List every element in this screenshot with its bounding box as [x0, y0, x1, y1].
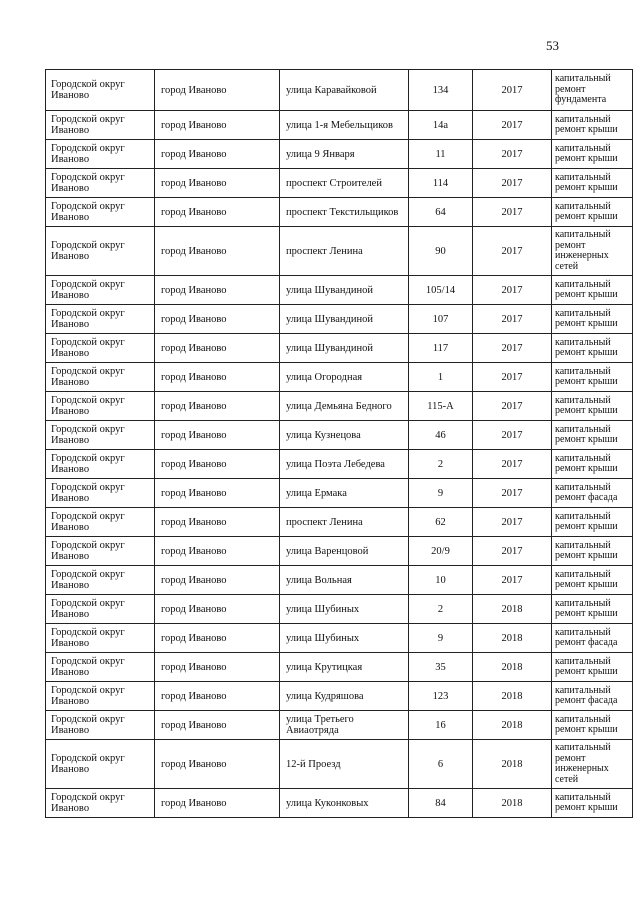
municipality-cell: Городской округ Иваново — [46, 450, 155, 479]
settlement-cell: город Иваново — [155, 566, 280, 595]
house-number-cell: 90 — [409, 227, 473, 276]
street-cell: улица Шувандиной — [280, 276, 409, 305]
street-cell: улица Шувандиной — [280, 334, 409, 363]
municipality-cell: Городской округ Иваново — [46, 740, 155, 789]
street-cell: улица Демьяна Бедного — [280, 392, 409, 421]
street-cell: улица Кузнецова — [280, 421, 409, 450]
work-type-cell: капитальный ремонт крыши — [552, 111, 633, 140]
work-type-cell: капитальный ремонт крыши — [552, 595, 633, 624]
work-type-cell: капитальный ремонт крыши — [552, 363, 633, 392]
municipality-cell: Городской округ Иваново — [46, 140, 155, 169]
work-type-cell: капитальный ремонт крыши — [552, 711, 633, 740]
municipality-cell: Городской округ Иваново — [46, 711, 155, 740]
house-number-cell: 114 — [409, 169, 473, 198]
house-number-cell: 62 — [409, 508, 473, 537]
work-type-cell: капитальный ремонт фасада — [552, 682, 633, 711]
settlement-cell: город Иваново — [155, 450, 280, 479]
municipality-cell: Городской округ Иваново — [46, 111, 155, 140]
settlement-cell: город Иваново — [155, 305, 280, 334]
settlement-cell: город Иваново — [155, 140, 280, 169]
year-cell: 2017 — [473, 363, 552, 392]
year-cell: 2017 — [473, 566, 552, 595]
table-row — [46, 70, 633, 111]
municipality-cell: Городской округ Иваново — [46, 363, 155, 392]
table-row — [46, 450, 633, 479]
street-cell: улица Куконковых — [280, 789, 409, 818]
work-type-cell: капитальный ремонт крыши — [552, 450, 633, 479]
year-cell: 2017 — [473, 111, 552, 140]
street-cell: улица Шубиных — [280, 595, 409, 624]
municipality-cell: Городской округ Иваново — [46, 682, 155, 711]
settlement-cell: город Иваново — [155, 334, 280, 363]
house-number-cell: 117 — [409, 334, 473, 363]
municipality-cell: Городской округ Иваново — [46, 537, 155, 566]
work-type-cell: капитальный ремонт крыши — [552, 653, 633, 682]
table-row — [46, 479, 633, 508]
street-cell: улица Варенцовой — [280, 537, 409, 566]
work-type-cell: капитальный ремонт крыши — [552, 566, 633, 595]
street-cell: улица Шувандиной — [280, 305, 409, 334]
municipality-cell: Городской округ Иваново — [46, 227, 155, 276]
municipality-cell: Городской округ Иваново — [46, 508, 155, 537]
settlement-cell: город Иваново — [155, 653, 280, 682]
settlement-cell: город Иваново — [155, 508, 280, 537]
year-cell: 2017 — [473, 140, 552, 169]
table-row — [46, 169, 633, 198]
settlement-cell: город Иваново — [155, 595, 280, 624]
settlement-cell: город Иваново — [155, 711, 280, 740]
street-cell: улица 9 Января — [280, 140, 409, 169]
street-cell: улица Крутицкая — [280, 653, 409, 682]
municipality-cell: Городской округ Иваново — [46, 392, 155, 421]
house-number-cell: 6 — [409, 740, 473, 789]
settlement-cell: город Иваново — [155, 227, 280, 276]
year-cell: 2018 — [473, 789, 552, 818]
table-row — [46, 537, 633, 566]
year-cell: 2018 — [473, 740, 552, 789]
house-number-cell: 123 — [409, 682, 473, 711]
municipality-cell: Городской округ Иваново — [46, 334, 155, 363]
house-number-cell: 134 — [409, 70, 473, 111]
municipality-cell: Городской округ Иваново — [46, 70, 155, 111]
page-number: 53 — [546, 38, 559, 53]
year-cell: 2017 — [473, 227, 552, 276]
work-type-cell: капитальный ремонт крыши — [552, 169, 633, 198]
table-row — [46, 653, 633, 682]
repair-schedule-table — [45, 69, 633, 818]
house-number-cell: 9 — [409, 624, 473, 653]
work-type-cell: капитальный ремонт крыши — [552, 198, 633, 227]
work-type-cell: капитальный ремонт крыши — [552, 421, 633, 450]
house-number-cell: 16 — [409, 711, 473, 740]
table-row — [46, 276, 633, 305]
settlement-cell: город Иваново — [155, 624, 280, 653]
house-number-cell: 105/14 — [409, 276, 473, 305]
work-type-cell: капитальный ремонт инженерных сетей — [552, 227, 633, 276]
year-cell: 2017 — [473, 334, 552, 363]
year-cell: 2017 — [473, 305, 552, 334]
street-cell: улица Поэта Лебедева — [280, 450, 409, 479]
table-row — [46, 624, 633, 653]
table-row — [46, 508, 633, 537]
street-cell: улица Вольная — [280, 566, 409, 595]
house-number-cell: 9 — [409, 479, 473, 508]
work-type-cell: капитальный ремонт крыши — [552, 537, 633, 566]
settlement-cell: город Иваново — [155, 479, 280, 508]
settlement-cell: город Иваново — [155, 276, 280, 305]
table-row — [46, 682, 633, 711]
street-cell: проспект Ленина — [280, 508, 409, 537]
year-cell: 2017 — [473, 392, 552, 421]
work-type-cell: капитальный ремонт крыши — [552, 305, 633, 334]
street-cell: 12-й Проезд — [280, 740, 409, 789]
house-number-cell: 10 — [409, 566, 473, 595]
table-row — [46, 392, 633, 421]
work-type-cell: капитальный ремонт крыши — [552, 334, 633, 363]
table-row — [46, 789, 633, 818]
street-cell: проспект Текстильщиков — [280, 198, 409, 227]
work-type-cell: капитальный ремонт фасада — [552, 624, 633, 653]
year-cell: 2017 — [473, 198, 552, 227]
settlement-cell: город Иваново — [155, 421, 280, 450]
municipality-cell: Городской округ Иваново — [46, 421, 155, 450]
table-row — [46, 595, 633, 624]
year-cell: 2018 — [473, 624, 552, 653]
street-cell: проспект Ленина — [280, 227, 409, 276]
municipality-cell: Городской округ Иваново — [46, 595, 155, 624]
settlement-cell: город Иваново — [155, 789, 280, 818]
house-number-cell: 2 — [409, 450, 473, 479]
work-type-cell: капитальный ремонт крыши — [552, 276, 633, 305]
year-cell: 2017 — [473, 421, 552, 450]
house-number-cell: 84 — [409, 789, 473, 818]
table-row — [46, 198, 633, 227]
work-type-cell: капитальный ремонт крыши — [552, 140, 633, 169]
street-cell: улица Каравайковой — [280, 70, 409, 111]
municipality-cell: Городской округ Иваново — [46, 305, 155, 334]
street-cell: улица Ермака — [280, 479, 409, 508]
house-number-cell: 2 — [409, 595, 473, 624]
house-number-cell: 107 — [409, 305, 473, 334]
municipality-cell: Городской округ Иваново — [46, 198, 155, 227]
municipality-cell: Городской округ Иваново — [46, 789, 155, 818]
settlement-cell: город Иваново — [155, 111, 280, 140]
table-row — [46, 305, 633, 334]
settlement-cell: город Иваново — [155, 740, 280, 789]
municipality-cell: Городской округ Иваново — [46, 169, 155, 198]
municipality-cell: Городской округ Иваново — [46, 566, 155, 595]
house-number-cell: 64 — [409, 198, 473, 227]
settlement-cell: город Иваново — [155, 682, 280, 711]
work-type-cell: капитальный ремонт крыши — [552, 789, 633, 818]
table-row — [46, 711, 633, 740]
year-cell: 2017 — [473, 537, 552, 566]
street-cell: проспект Строителей — [280, 169, 409, 198]
house-number-cell: 46 — [409, 421, 473, 450]
table-row — [46, 740, 633, 789]
work-type-cell: капитальный ремонт крыши — [552, 508, 633, 537]
house-number-cell: 1 — [409, 363, 473, 392]
table-row — [46, 334, 633, 363]
year-cell: 2017 — [473, 70, 552, 111]
settlement-cell: город Иваново — [155, 198, 280, 227]
year-cell: 2017 — [473, 508, 552, 537]
year-cell: 2017 — [473, 450, 552, 479]
street-cell: улица Третьего Авиаотряда — [280, 711, 409, 740]
table-row — [46, 363, 633, 392]
year-cell: 2018 — [473, 653, 552, 682]
house-number-cell: 20/9 — [409, 537, 473, 566]
year-cell: 2017 — [473, 169, 552, 198]
house-number-cell: 115-А — [409, 392, 473, 421]
table-row — [46, 140, 633, 169]
year-cell: 2018 — [473, 682, 552, 711]
table-row — [46, 227, 633, 276]
settlement-cell: город Иваново — [155, 537, 280, 566]
table-row — [46, 566, 633, 595]
year-cell: 2017 — [473, 479, 552, 508]
year-cell: 2018 — [473, 595, 552, 624]
street-cell: улица 1-я Мебельщиков — [280, 111, 409, 140]
municipality-cell: Городской округ Иваново — [46, 653, 155, 682]
house-number-cell: 11 — [409, 140, 473, 169]
municipality-cell: Городской округ Иваново — [46, 276, 155, 305]
street-cell: улица Шубиных — [280, 624, 409, 653]
work-type-cell: капитальный ремонт крыши — [552, 392, 633, 421]
settlement-cell: город Иваново — [155, 169, 280, 198]
street-cell: улица Огородная — [280, 363, 409, 392]
municipality-cell: Городской округ Иваново — [46, 479, 155, 508]
year-cell: 2017 — [473, 276, 552, 305]
year-cell: 2018 — [473, 711, 552, 740]
settlement-cell: город Иваново — [155, 363, 280, 392]
table-row — [46, 111, 633, 140]
table-row — [46, 421, 633, 450]
municipality-cell: Городской округ Иваново — [46, 624, 155, 653]
work-type-cell: капитальный ремонт фасада — [552, 479, 633, 508]
work-type-cell: капитальный ремонт фундамента — [552, 70, 633, 111]
work-type-cell: капитальный ремонт инженерных сетей — [552, 740, 633, 789]
settlement-cell: город Иваново — [155, 70, 280, 111]
house-number-cell: 14а — [409, 111, 473, 140]
table-body — [46, 70, 633, 818]
settlement-cell: город Иваново — [155, 392, 280, 421]
house-number-cell: 35 — [409, 653, 473, 682]
street-cell: улица Кудряшова — [280, 682, 409, 711]
